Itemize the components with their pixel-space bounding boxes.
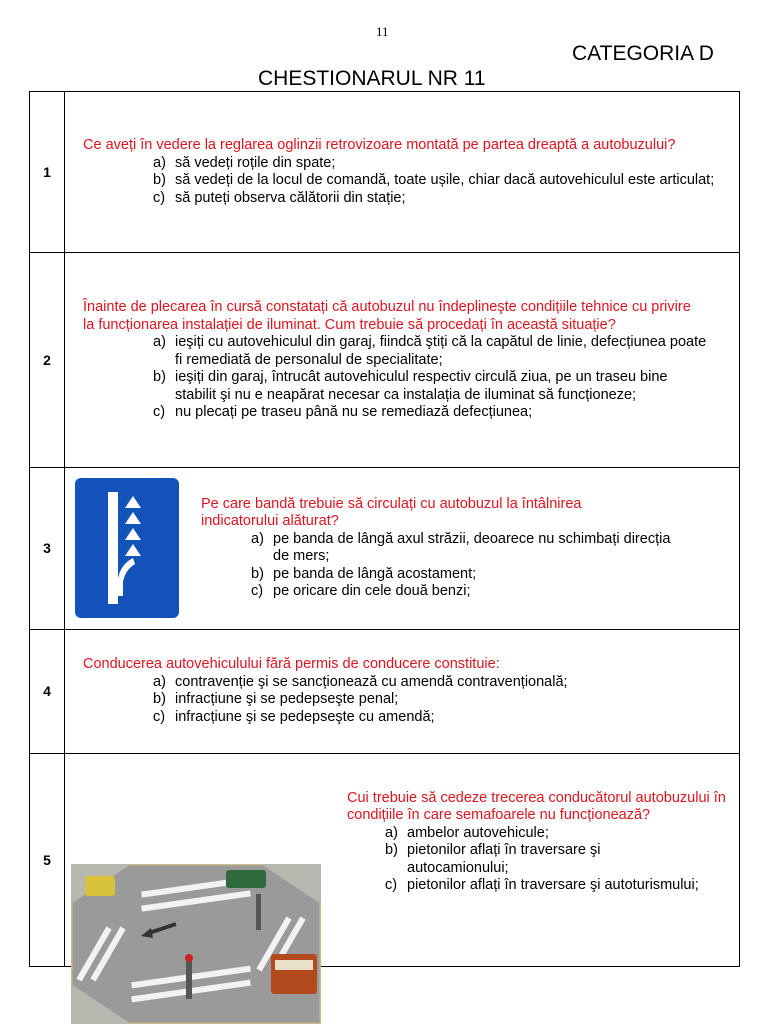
question-number: 1	[30, 92, 65, 253]
answer-b[interactable]: b) infracțiune şi se pedepseşte penal;	[153, 691, 399, 708]
answer-b[interactable]: b) pietonilor aflați în traversare şi autocamionului;	[385, 842, 601, 876]
answer-b[interactable]: b) să vedeți de la locul de comandă, toate ușile, chiar dacă autovehiculul este articulat;	[153, 172, 715, 189]
question-cell	[65, 629, 740, 753]
question-row-4	[30, 629, 740, 753]
question-cell	[65, 92, 740, 253]
question-text: Înainte de plecarea în cursă constatați că autobuzul nu îndeplineşte condițiile tehnice cu privire la funcționarea instalației de iluminat. Cum trebuie să procedați în această situație?	[83, 299, 691, 333]
question-row-1	[30, 92, 740, 253]
answer-a[interactable]: a) ieşiți cu autovehiculul din garaj, fiindcă ştiți că la capătul de linie, defecțiunea poate fi remediată de personalul de specialitate;	[153, 334, 707, 368]
answer-c[interactable]: c) pietonilor aflați în traversare şi autoturismului;	[385, 877, 699, 894]
answer-list	[153, 674, 733, 727]
question-cell	[65, 253, 740, 468]
answer-b[interactable]: b) pe banda de lângă acostament;	[251, 565, 477, 582]
intersection-illustration-icon	[71, 864, 321, 1024]
question-row-2	[30, 253, 740, 468]
answer-c[interactable]: c) pe oricare din cele două benzi;	[251, 583, 471, 600]
answer-a[interactable]: a) pe banda de lângă axul străzii, deoarece nu schimbați direcția de mers;	[251, 530, 671, 565]
question-text: Pe care bandă trebuie să circulați cu autobuzul la întâlnirea indicatorului alăturat?	[201, 495, 582, 530]
question-row-5	[30, 753, 740, 966]
question-number: 5	[30, 753, 65, 966]
page-number: 11	[376, 24, 389, 39]
answer-c[interactable]: c) să puteți observa călătorii din stație;	[153, 189, 406, 206]
question-cell	[65, 753, 740, 966]
question-number: 4	[30, 629, 65, 753]
page-title: CHESTIONARUL NR 11	[258, 67, 486, 90]
answer-c[interactable]: c) nu plecați pe traseu până nu se remediază defecțiunea;	[153, 404, 533, 421]
question-cell	[65, 468, 740, 629]
question-number: 3	[30, 468, 65, 629]
answer-list	[153, 155, 733, 208]
answer-list	[153, 334, 708, 422]
answer-a[interactable]: a) ambelor autovehicule;	[385, 824, 549, 841]
question-text: Ce aveți în vedere la reglarea oglinzii retrovizoare montată pe partea dreaptă a autobuzului?	[83, 137, 676, 154]
answer-list	[251, 531, 671, 601]
answer-a[interactable]: a) contravenție şi se sancționează cu amendă contravențională;	[153, 673, 568, 690]
question-row-3	[30, 468, 740, 629]
answer-c[interactable]: c) infracțiune şi se pedepseşte cu amendă;	[153, 708, 435, 725]
answer-b[interactable]: b) ieşiți din garaj, întrucât autovehiculul respectiv circulă ziua, pe un traseu bine stabilit şi nu e neapărat necesar ca instalația de iluminat să funcționeze;	[153, 369, 668, 403]
question-number: 2	[30, 253, 65, 468]
question-text: Conducerea autovehiculului fără permis de conducere constituie:	[83, 656, 500, 673]
question-text: Cui trebuie să cedeze trecerea conducătorul autobuzului în condițiile în care semafoarele nu funcționează?	[347, 789, 726, 824]
answer-a[interactable]: a) să vedeți roțile din spate;	[153, 154, 336, 171]
category-heading: CATEGORIA D	[572, 42, 714, 65]
questions-table	[29, 91, 740, 967]
answer-list	[385, 825, 705, 895]
